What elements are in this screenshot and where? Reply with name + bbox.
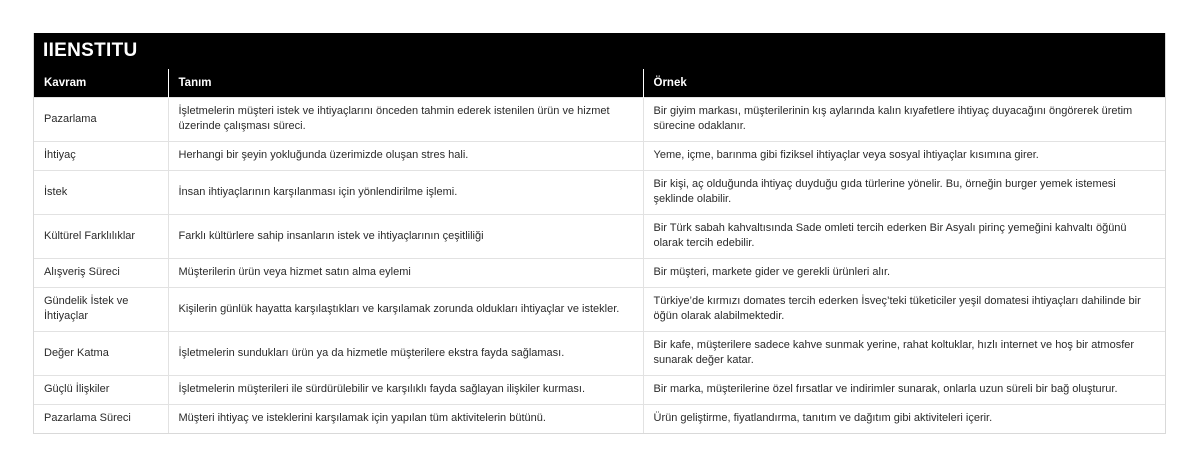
column-header-tanim: Tanım bbox=[168, 69, 643, 97]
cell-ornek: Yeme, içme, barınma gibi fiziksel ihtiyaçlar veya sosyal ihtiyaçlar kısımına girer. bbox=[643, 141, 1165, 170]
concept-table bbox=[34, 69, 1165, 433]
cell-tanim: Müşterilerin ürün veya hizmet satın alma eylemi bbox=[168, 258, 643, 287]
table-row bbox=[34, 375, 1165, 404]
cell-kavram: Kültürel Farklılıklar bbox=[34, 214, 168, 258]
table-row bbox=[34, 331, 1165, 375]
cell-ornek: Ürün geliştirme, fiyatlandırma, tanıtım ve dağıtım gibi aktiviteleri içerir. bbox=[643, 404, 1165, 433]
cell-tanim: Kişilerin günlük hayatta karşılaştıkları ve karşılamak zorunda oldukları ihtiyaçlar ve istekler. bbox=[168, 287, 643, 331]
cell-ornek: Bir kişi, aç olduğunda ihtiyaç duyduğu gıda türlerine yönelir. Bu, örneğin burger yemek istemesi şeklinde olabilir. bbox=[643, 170, 1165, 214]
cell-kavram: Pazarlama Süreci bbox=[34, 404, 168, 433]
brand-title: IIENSTITU bbox=[43, 40, 138, 61]
cell-kavram: İstek bbox=[34, 170, 168, 214]
cell-kavram: Gündelik İstek ve İhtiyaçlar bbox=[34, 287, 168, 331]
cell-ornek: Bir kafe, müşterilere sadece kahve sunmak yerine, rahat koltuklar, hızlı internet ve hoş bir atmosfer sunarak değer katar. bbox=[643, 331, 1165, 375]
cell-ornek: Türkiye’de kırmızı domates tercih ederken İsveç’teki tüketiciler yeşil domatesi ihtiyaçları dahilinde bir öğün olarak alabilmektedir. bbox=[643, 287, 1165, 331]
cell-ornek: Bir müşteri, markete gider ve gerekli ürünleri alır. bbox=[643, 258, 1165, 287]
cell-kavram: Değer Katma bbox=[34, 331, 168, 375]
cell-tanim: İnsan ihtiyaçlarının karşılanması için yönlendirilme işlemi. bbox=[168, 170, 643, 214]
table-row bbox=[34, 214, 1165, 258]
table-row bbox=[34, 170, 1165, 214]
cell-tanim: İşletmelerin müşterileri ile sürdürülebilir ve karşılıklı fayda sağlayan ilişkiler kurması. bbox=[168, 375, 643, 404]
table-row bbox=[34, 287, 1165, 331]
table-row bbox=[34, 141, 1165, 170]
cell-tanim: Farklı kültürlere sahip insanların istek ve ihtiyaçlarının çeşitliliği bbox=[168, 214, 643, 258]
cell-kavram: Pazarlama bbox=[34, 97, 168, 141]
cell-tanim: İşletmelerin müşteri istek ve ihtiyaçlarını önceden tahmin ederek istenilen ürün ve hizmet üzerinde çalışması süreci. bbox=[168, 97, 643, 141]
cell-tanim: İşletmelerin sundukları ürün ya da hizmetle müşterilere ekstra fayda sağlaması. bbox=[168, 331, 643, 375]
brand-header bbox=[34, 33, 1165, 69]
column-header-ornek: Örnek bbox=[643, 69, 1165, 97]
table-row bbox=[34, 258, 1165, 287]
table-row bbox=[34, 404, 1165, 433]
cell-kavram: Alışveriş Süreci bbox=[34, 258, 168, 287]
table-header-row bbox=[34, 69, 1165, 97]
concept-table-card bbox=[33, 33, 1166, 434]
cell-tanim: Herhangi bir şeyin yokluğunda üzerimizde oluşan stres hali. bbox=[168, 141, 643, 170]
cell-kavram: Güçlü İlişkiler bbox=[34, 375, 168, 404]
cell-tanim: Müşteri ihtiyaç ve isteklerini karşılamak için yapılan tüm aktivitelerin bütünü. bbox=[168, 404, 643, 433]
column-header-kavram: Kavram bbox=[34, 69, 168, 97]
table-row bbox=[34, 97, 1165, 141]
cell-kavram: İhtiyaç bbox=[34, 141, 168, 170]
cell-ornek: Bir giyim markası, müşterilerinin kış aylarında kalın kıyafetlere ihtiyaç duyacağını öngörerek üretim sürecine odaklanır. bbox=[643, 97, 1165, 141]
cell-ornek: Bir marka, müşterilerine özel fırsatlar ve indirimler sunarak, onlarla uzun süreli bir bağ oluşturur. bbox=[643, 375, 1165, 404]
cell-ornek: Bir Türk sabah kahvaltısında Sade omleti tercih ederken Bir Asyalı pirinç yemeğini kahvaltı öğünü olarak tercih edebilir. bbox=[643, 214, 1165, 258]
